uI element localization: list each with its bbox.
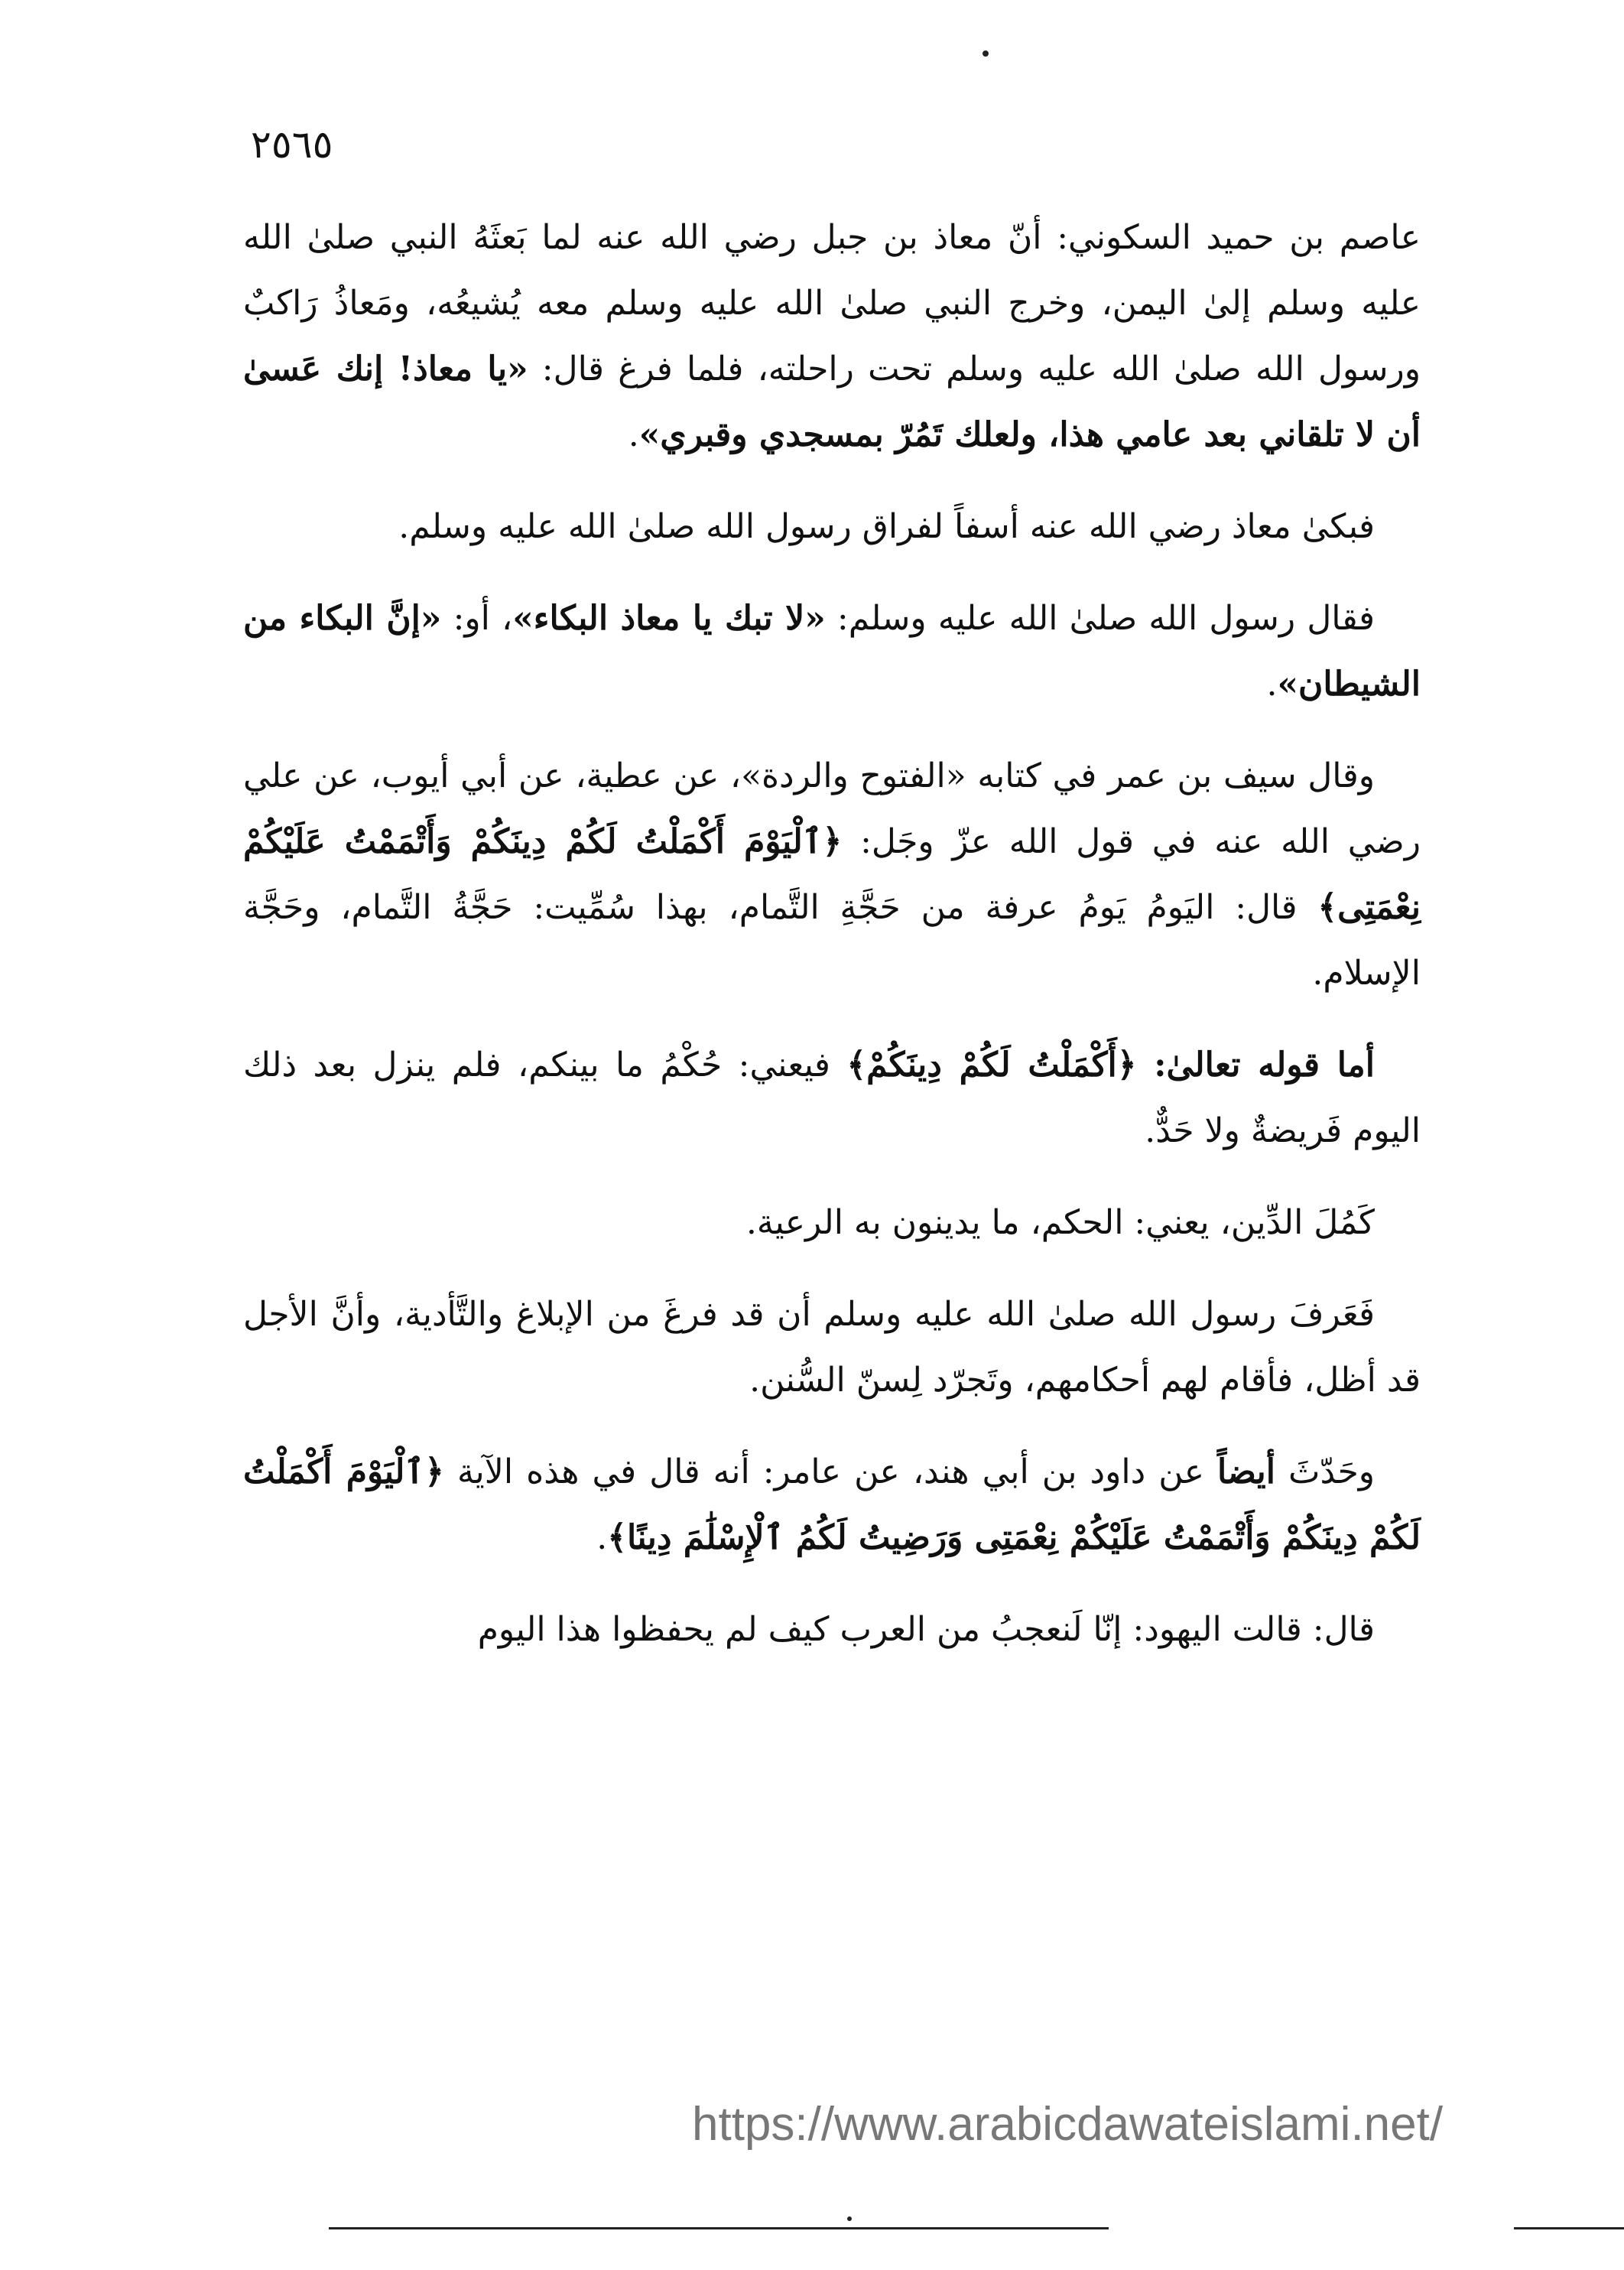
quran-verse: ﴿ٱلْيَوْمَ أَكْمَلْتُ لَكُمْ دِينَكُمْ وَأَتْمَمْتُ عَلَيْكُمْ نِعْمَتِى وَرَضِيتُ لَكُمُ ٱلْإِسْلَٰمَ دِينًا﴾ [243,1452,1421,1557]
text-segment: فَعَرفَ رسول الله صلىٰ الله عليه وسلم أن قد فرغَ من الإبلاغ والتَّأدية، وأنَّ الأجل قد أظل، فأقام لهم أحكامهم، وتَجرّد لِسنّ السُّنن. [243,1295,1421,1400]
hadith-quote: «لا تبك يا معاذ البكاء» [512,599,826,638]
text-segment: قال: قالت اليهود: إنّا لَنعجبُ من العرب كيف لم يحفظوا هذا اليوم [477,1610,1375,1649]
paragraph-6 [243,1190,1421,1256]
quran-verse: ﴿أَكْمَلْتُ لَكُمْ دِينَكُمْ﴾ [846,1046,1137,1085]
text-segment: قال: اليَومُ يَومُ عرفة من حَجَّةِ التَّمام، بهذا سُمِّيت: حَجَّةُ التَّمام، وحَجَّة الإسلام. [243,888,1421,993]
page-number: ٢٥٦٥ [251,122,333,167]
top-dot-mark [983,50,989,57]
text-segment: فقال رسول الله صلىٰ الله عليه وسلم: [825,599,1375,638]
hadith-quote: «إنَّ البكاء من الشيطان» [243,599,1421,704]
text-segment: فبكىٰ معاذ رضي الله عنه أسفاً لفراق رسول الله صلىٰ الله عليه وسلم. [398,507,1375,546]
paragraph-7 [243,1282,1421,1413]
text-segment: . [1266,665,1278,704]
text-segment: كَمُلَ الدِّين، يعني: الحكم، ما يدينون به الرعية. [745,1203,1375,1242]
footer-rule [329,2227,1109,2229]
text-segment: وحَدّثَ [1275,1452,1376,1491]
hadith-quote: «يا معاذ! إنك عَسىٰ أن لا تلقاني بعد عامي هذا، ولعلك تَمُرّ بمسجدي وقبري» [243,350,1421,454]
text-segment: . [628,415,639,454]
watermark-url: https://www.arabicdawateislami.net/ [692,2098,1444,2151]
text-segment: فيعني: حُكْمُ ما بينكم، فلم ينزل بعد ذلك اليوم فَريضةٌ ولا حَدٌّ. [243,1046,1421,1150]
text-segment: . [596,1518,608,1557]
footer-rule-right [1514,2227,1624,2229]
quran-verse: ﴿ٱلْيَوْمَ أَكْمَلْتُ لَكُمْ دِينَكُمْ وَأَتْمَمْتُ عَلَيْكُمْ نِعْمَتِى﴾ [243,822,1421,927]
section-lead: أما قوله تعالىٰ: [1136,1046,1375,1085]
paragraph-1 [243,205,1421,468]
document-body [243,205,1421,1689]
paragraph-4 [243,743,1421,1007]
paragraph-2 [243,494,1421,560]
paragraph-9 [243,1597,1421,1663]
text-segment: ، أو: [441,599,513,638]
paragraph-8 [243,1439,1421,1571]
text-segment: عن داود بن أبي هند، عن عامر: أنه قال في هذه الآية [443,1452,1217,1491]
paragraph-3 [243,586,1421,717]
bottom-dot-mark [847,2216,852,2221]
paragraph-5 [243,1033,1421,1164]
text-segment: عاصم بن حميد السكوني: أنّ معاذ بن جبل رضي الله عنه لما بَعثَهُ النبي صلىٰ الله عليه وسلم إلىٰ اليمن، وخرج النبي صلىٰ الله عليه وسلم معه يُشيعُه، ومَعاذُ رَاكبٌ ورسول الله صلىٰ الله عليه وسلم تحت راحلته، فلما فرغ قال: [243,218,1421,389]
text-segment: وقال سيف بن عمر في كتابه «الفتوح والردة»، عن عطية، عن أبي أيوب، عن علي رضي الله عنه في قول الله عزّ وجَل: [243,756,1421,861]
text-emphasis: أيضاً [1216,1452,1276,1491]
